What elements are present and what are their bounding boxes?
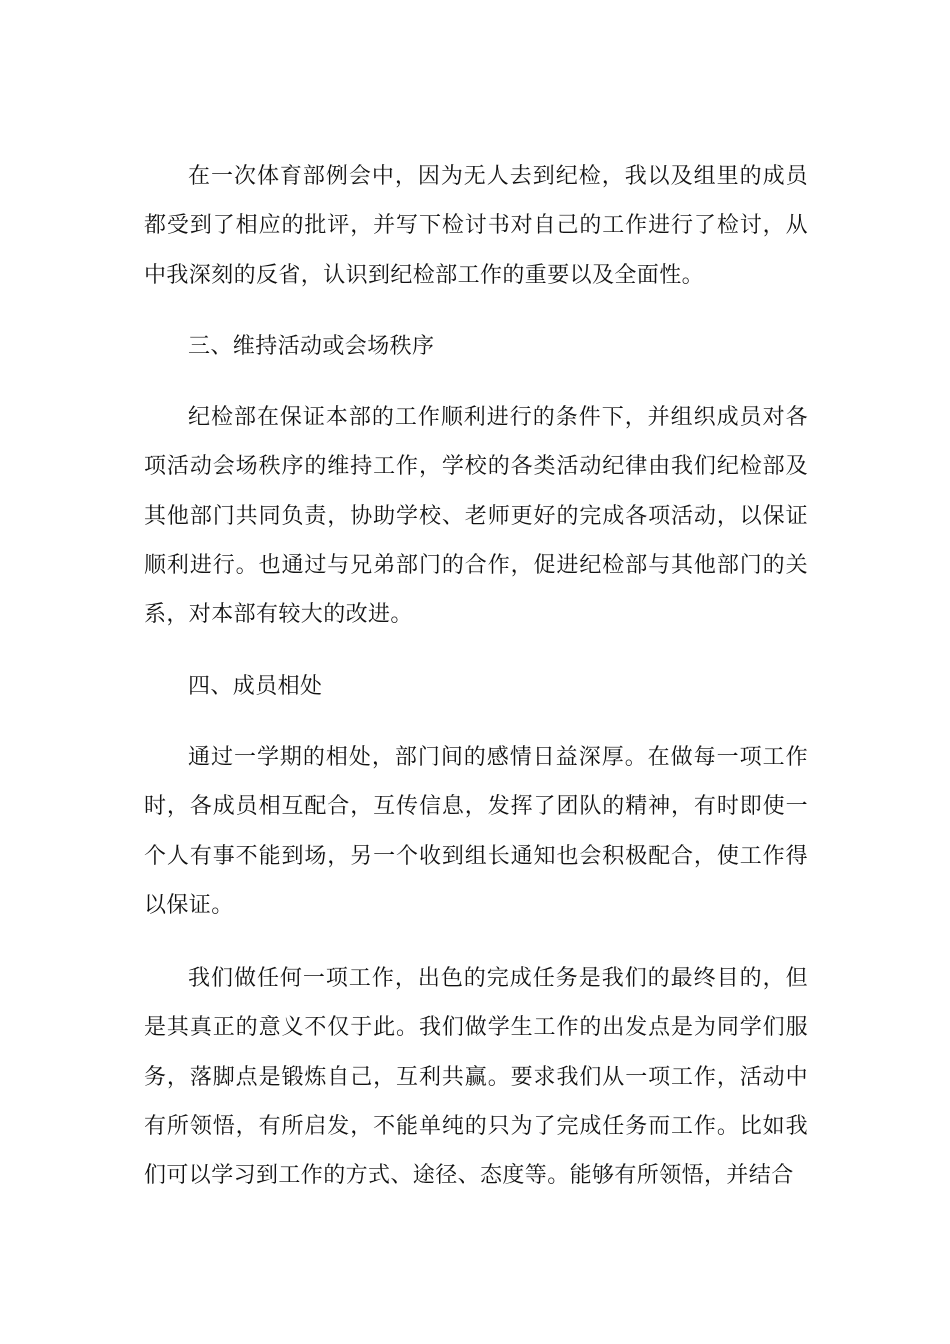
paragraph-member-relations: 通过一学期的相处，部门间的感情日益深厚。在做每一项工作时，各成员相互配合，互传信息，发挥了团队的精神，有时即使一个人有事不能到场，另一个收到组长通知也会积极配合，使工作得以保证。	[144, 744, 808, 918]
paragraph-event-order: 纪检部在保证本部的工作顺利进行的条件下，并组织成员对各项活动会场秩序的维持工作，学校的各类活动纪律由我们纪检部及其他部门共同负责，协助学校、老师更好的完成各项活动，以保证顺利进行。也通过与兄弟部门的合作，促进纪检部与其他部门的关系，对本部有较大的改进。	[144, 405, 808, 628]
document-page	[144, 152, 808, 1201]
section-heading-four: 四、成员相处	[188, 673, 323, 699]
section-heading-three: 三、维持活动或会场秩序	[188, 333, 435, 359]
paragraph-work-purpose: 我们做任何一项工作，出色的完成任务是我们的最终目的，但是其真正的意义不仅于此。我们做学生工作的出发点是为同学们服务，落脚点是锻炼自己，互利共赢。要求我们从一项工作，活动中有所领悟，有所启发，不能单纯的只为了完成任务而工作。比如我们可以学习到工作的方式、途径、态度等。能够有所领悟，并结合	[144, 966, 808, 1189]
paragraph-discipline-review: 在一次体育部例会中，因为无人去到纪检，我以及组里的成员都受到了相应的批评，并写下检讨书对自己的工作进行了检讨，从中我深刻的反省，认识到纪检部工作的重要以及全面性。	[144, 164, 808, 288]
